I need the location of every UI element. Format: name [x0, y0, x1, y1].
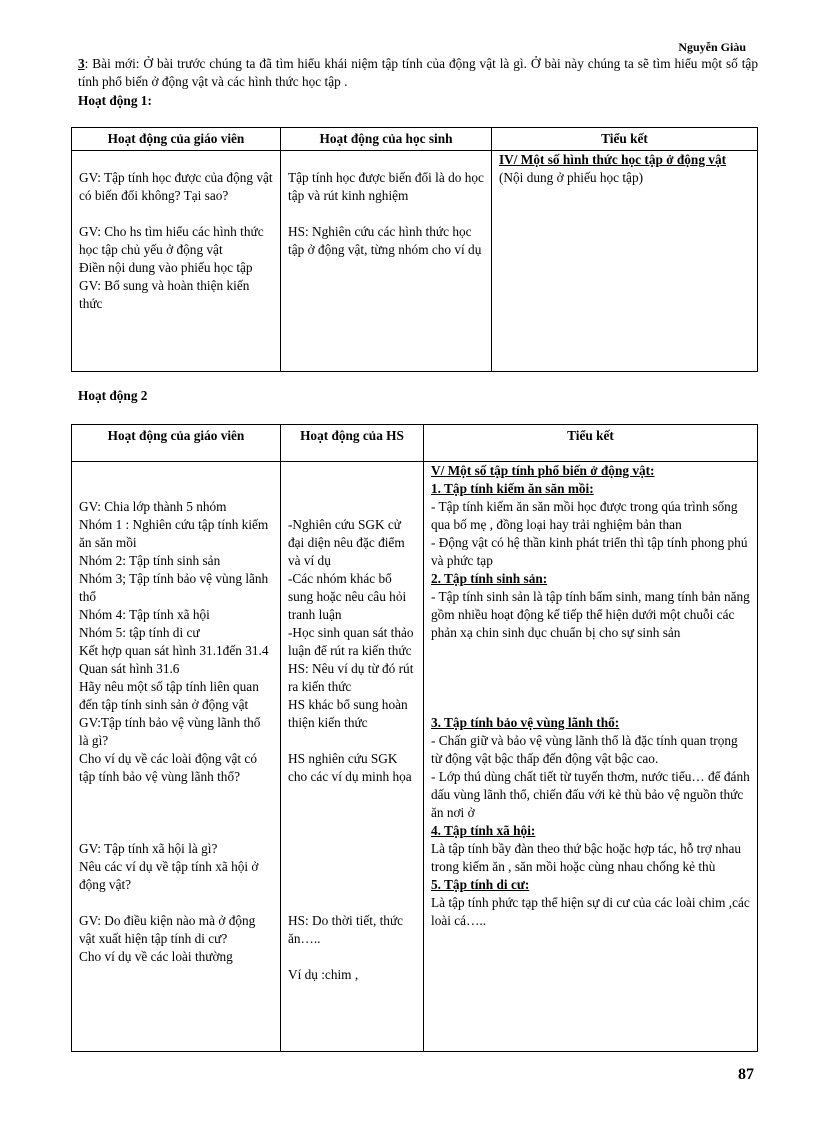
territory-behavior-text: - Lớp thú dùng chất tiết từ tuyến thơm, nước tiểu… để đánh dấu vùng lãnh thổ, chiến đấu với kẻ thù bảo vệ nguồn thức ăn nơi ở	[431, 769, 750, 820]
activity2-teacher-item: GV:Tập tính bảo vệ vùng lãnh thổ là gì?	[79, 715, 261, 748]
activity1-header-row	[72, 128, 758, 151]
activity1-summary-note: (Nội dung ở phiếu học tập)	[499, 170, 644, 185]
activity2-student-item: HS khác bổ sung hoàn thiện kiến thức	[288, 697, 408, 730]
activity2-teacher-item: Quan sát hình 31.6	[79, 661, 180, 676]
reproduction-behavior-title: 2. Tập tính sinh sản:	[431, 571, 548, 586]
activity2-header-student: Hoạt động của HS	[281, 425, 424, 462]
activity2-student-item: Ví dụ :chim ,	[288, 967, 359, 982]
page-number: 87	[738, 1066, 754, 1083]
activity1-student-item: HS: Nghiên cứu các hình thức học tập ở động vật, từng nhóm cho ví dụ	[288, 224, 482, 257]
author-name: Nguyễn Giàu	[678, 40, 746, 54]
activity1-header-teacher: Hoạt động của giáo viên	[72, 128, 281, 151]
activity2-teacher-item: GV: Tập tính xã hội là gì?	[79, 841, 218, 856]
activity1-header-summary: Tiểu kết	[492, 128, 758, 151]
activity1-student-cell	[281, 151, 492, 372]
activity2-teacher-item: Nhóm 4: Tập tính xã hội	[79, 607, 210, 622]
activity2-teacher-cell	[72, 462, 281, 1052]
activity2-teacher-item: GV: Chia lớp thành 5 nhóm	[79, 499, 227, 514]
activity2-header-teacher: Hoạt động của giáo viên	[72, 425, 281, 462]
activity2-header-row	[72, 425, 758, 462]
activity2-student-item: HS nghiên cứu SGK cho các ví dụ minh họa	[288, 751, 412, 784]
intro-text: : Bài mới: Ở bài trước chúng ta đã tìm hiểu khái niệm tập tính của động vật là gì. Ở bài này chúng ta sẽ tìm hiểu một số tập tính phổ biến ở động vật và các hình thức học tập .	[78, 56, 758, 89]
migration-behavior-title: 5. Tập tính di cư:	[431, 877, 530, 892]
social-behavior-title: 4. Tập tính xã hội:	[431, 823, 536, 838]
activity2-teacher-item: Nêu các ví dụ về tập tính xã hội ở động vật?	[79, 859, 259, 892]
activity1-teacher-item: GV: Cho hs tìm hiểu các hình thức học tập chủ yếu ở động vật	[79, 224, 264, 257]
activity2-title: Hoạt động 2	[78, 388, 148, 403]
activity1-teacher-item: GV: Bổ sung và hoàn thiện kiến thức	[79, 278, 250, 311]
intro-paragraph	[78, 55, 758, 91]
activity2-summary-cell	[424, 462, 758, 1052]
activity2-student-item: -Nghiên cứu SGK cử đại diện nêu đặc điểm và ví dụ	[288, 517, 405, 568]
activity2-student-cell	[281, 462, 424, 1052]
activity2-teacher-item: Kết hợp quan sát hình 31.1đến 31.4	[79, 643, 269, 658]
activity2-teacher-item: Cho ví dụ về các loài động vật có tập tính bảo vệ vùng lãnh thổ?	[79, 751, 257, 784]
activity2-teacher-item: GV: Do điều kiện nào mà ở động vật xuất hiện tập tính di cư?	[79, 913, 256, 946]
activity2-teacher-item: Cho ví dụ về các loài thường	[79, 949, 233, 964]
behavior-summary-title: V/ Một số tập tính phổ biến ở động vật:	[431, 463, 655, 478]
activity2-header-summary: Tiểu kết	[424, 425, 758, 462]
activity2-teacher-item: Nhóm 1 : Nghiên cứu tập tính kiếm ăn săn mồi	[79, 517, 269, 550]
intro-number: 3	[78, 56, 85, 71]
activity2-student-item: -Học sinh quan sát thảo luận để rút ra kiến thức	[288, 625, 414, 658]
activity2-student-item: HS: Nêu ví dụ từ đó rút ra kiến thức	[288, 661, 414, 694]
activity1-teacher-item: GV: Tập tính học được của động vật có biến đổi không? Tại sao?	[79, 170, 273, 203]
activity1-teacher-cell	[72, 151, 281, 372]
activity2-teacher-item: Nhóm 5: tập tính di cư	[79, 625, 200, 640]
activity1-student-item: Tập tính học được biến đổi là do học tập và rút kinh nghiệm	[288, 170, 484, 203]
activity2-student-item: -Các nhóm khác bổ sung hoặc nêu câu hỏi tranh luận	[288, 571, 407, 622]
activity1-body-row	[72, 151, 758, 372]
migration-behavior-text: Là tập tính phức tạp thể hiện sự di cư của các loài chim ,các loài cá…..	[431, 895, 750, 928]
activity2-body-row	[72, 462, 758, 1052]
activity1-title: Hoạt động 1:	[78, 93, 152, 108]
territory-behavior-title: 3. Tập tính bảo vệ vùng lãnh thổ:	[431, 715, 620, 730]
territory-behavior-text: - Chấn giữ và bảo vệ vùng lãnh thổ là đặc tính quan trọng từ động vật bậc thấp đến động vật bậc cao.	[431, 733, 738, 766]
activity1-summary-title: IV/ Một số hình thức học tập ở động vật	[499, 152, 727, 167]
activity1-teacher-item: Điền nội dung vào phiếu học tập	[79, 260, 253, 275]
activity2-table	[71, 424, 758, 1052]
hunting-behavior-text: - Tập tính kiếm ăn săn mồi học được trong qúa trình sống qua bố mẹ , đồng loại hay trải nghiệm bản than	[431, 499, 738, 532]
activity2-teacher-item: Hãy nêu một số tập tính liên quan đến tập tính sinh sản ở động vật	[79, 679, 259, 712]
hunting-behavior-text: - Động vật có hệ thần kinh phát triển thì tập tính phong phú và phức tạp	[431, 535, 748, 568]
activity1-header-student: Hoạt động của học sinh	[281, 128, 492, 151]
activity2-teacher-item: Nhóm 3; Tập tính bảo vệ vùng lãnh thổ	[79, 571, 269, 604]
social-behavior-text: Là tập tính bầy đàn theo thứ bậc hoặc hợp tác, hỗ trợ nhau trong kiếm ăn , săn mồi hoặc cùng nhau chống kẻ thù	[431, 841, 742, 874]
activity1-summary-cell	[492, 151, 758, 372]
reproduction-behavior-text: - Tập tính sinh sản là tập tính bẩm sinh, mang tính bản năng gồm nhiều hoạt động kế tiếp thể hiện dưới một chuỗi các phản xạ chin sinh dục chuẩn bị cho sự sinh sản	[431, 589, 750, 640]
activity1-table	[71, 127, 758, 372]
activity2-student-item: HS: Do thời tiết, thức ăn…..	[288, 913, 404, 946]
hunting-behavior-title: 1. Tập tính kiếm ăn săn mồi:	[431, 481, 594, 496]
activity2-teacher-item: Nhóm 2: Tập tính sinh sản	[79, 553, 221, 568]
